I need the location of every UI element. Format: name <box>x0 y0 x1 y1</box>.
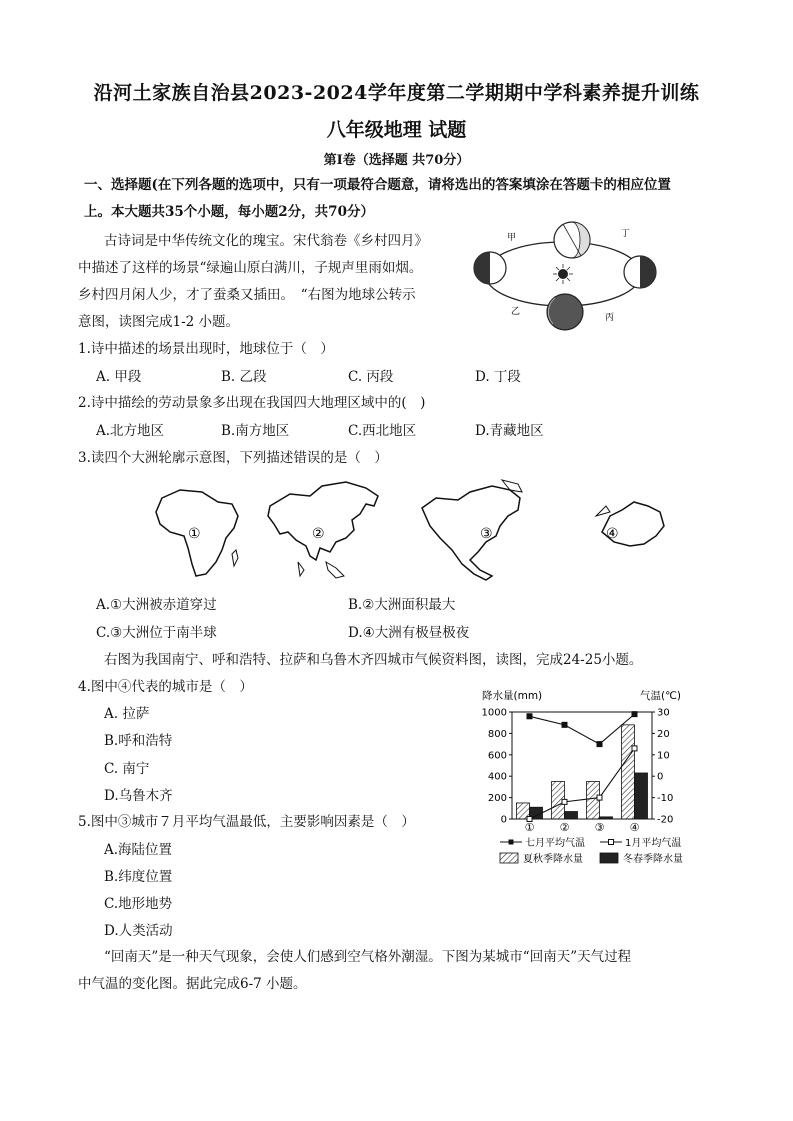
question-2-option-c: C.西北地区 <box>348 423 417 439</box>
bar-winter-spring-precip <box>565 812 578 819</box>
passage3-line-2: 中气温的变化图。据此完成6-7 小题。 <box>78 976 307 992</box>
earth-top-icon <box>554 222 590 258</box>
question-2-option-d: D.青藏地区 <box>475 423 544 439</box>
chart-ylabel-right: 气温(℃) <box>640 690 681 702</box>
point-january-temp <box>527 817 532 822</box>
line-january-temp <box>530 748 635 819</box>
question-4-option-a: A. 拉萨 <box>104 706 150 722</box>
point-july-temp <box>632 712 637 717</box>
question-4-option-c: C. 南宁 <box>104 761 150 777</box>
question-1-stem: 1.诗中描述的场景出现时，地球位于（ ） <box>78 341 334 357</box>
bar-winter-spring-precip <box>635 773 648 819</box>
legend-january-marker <box>609 840 614 845</box>
question-5-option-b: B.纬度位置 <box>104 869 173 885</box>
question-3-stem: 3.读四个大洲轮廓示意图，下列描述错误的是（ ） <box>78 450 388 466</box>
question-3-option-b: B.②大洲面积最大 <box>348 597 456 613</box>
question-3-option-c: C.③大洲位于南半球 <box>96 625 217 641</box>
passage1-line-1: 古诗词是中华传统文化的瑰宝。宋代翁卷《乡村四月》 <box>104 233 428 249</box>
continent-label-3: ③ <box>480 526 493 542</box>
line-july-temp <box>530 714 635 744</box>
question-3-option-d: D.④大洲有极昼极夜 <box>348 625 470 641</box>
question-3-option-a: A.①大洲被赤道穿过 <box>96 597 217 613</box>
point-january-temp <box>562 799 567 804</box>
x-tick-label: ① <box>524 821 535 834</box>
question-1-option-b: B. 乙段 <box>221 369 267 385</box>
x-tick-label: ③ <box>594 821 605 834</box>
bar-summer-autumn-precip <box>622 725 635 819</box>
legend-winter-swatch <box>600 853 618 863</box>
x-tick-label: ④ <box>629 821 640 834</box>
instructions-line-1: 一、选择题(在下列各题的选项中，只有一项最符合题意，请将选出的答案填涂在答题卡的相应位置 <box>84 177 671 193</box>
continent-outlines <box>140 476 720 588</box>
y-right-tick-label: 10 <box>657 750 670 762</box>
legend-winter-label: 冬春季降水量 <box>623 854 683 865</box>
continent-label-4: ④ <box>606 526 619 542</box>
passage1-line-2: 中描述了这样的场景“绿遍山原白满川，子规声里雨如烟。 <box>78 260 423 276</box>
question-4-option-b: B.呼和浩特 <box>104 733 173 749</box>
question-5-option-c: C.地形地势 <box>104 896 173 912</box>
y-left-tick-label: 0 <box>500 814 507 826</box>
question-5-option-d: D.人类活动 <box>104 923 173 939</box>
question-5-stem: 5.图中③城市７月平均气温最低，主要影响因素是（ ） <box>78 814 415 830</box>
earth-orbit-diagram <box>465 216 665 336</box>
exam-subtitle: 八年级地理 试题 <box>326 119 467 141</box>
passage2-text: 右图为我国南宁、呼和浩特、拉萨和乌鲁木齐四城市气候资料图，读图，完成24-25小题。 <box>104 652 643 668</box>
legend-january-label: 1月平均气温 <box>625 838 682 849</box>
orbit-label-ding: 丁 <box>621 229 631 239</box>
y-right-tick-label: 30 <box>657 707 670 719</box>
antarctica-outline-icon <box>596 502 664 546</box>
y-right-tick-label: -20 <box>657 814 674 826</box>
north-america-outline-icon <box>422 480 522 580</box>
y-left-tick-label: 600 <box>487 750 507 762</box>
question-2-option-b: B.南方地区 <box>221 423 290 439</box>
africa-outline-icon <box>156 490 238 576</box>
orbit-label-bing: 丙 <box>605 313 615 323</box>
point-july-temp <box>597 742 602 747</box>
section-heading: 第Ⅰ卷（选择题 共70分） <box>323 153 470 168</box>
legend-summer-label: 夏秋季降水量 <box>523 854 583 865</box>
orbit-label-yi: 乙 <box>511 307 521 317</box>
question-5-option-a: A.海陆位置 <box>104 842 173 858</box>
y-left-tick-label: 800 <box>487 728 507 740</box>
point-july-temp <box>562 722 567 727</box>
y-left-tick-label: 1000 <box>481 707 507 719</box>
question-1-option-c: C. 丙段 <box>348 369 394 385</box>
passage3-line-1: “回南天”是一种天气现象，会使人们感到空气格外潮湿。下图为某城市“回南天”天气过程 <box>104 949 632 965</box>
y-right-tick-label: 0 <box>657 771 664 783</box>
asia-outline-icon <box>268 482 378 578</box>
sun-icon <box>558 269 568 279</box>
climate-chart <box>470 686 710 871</box>
passage1-line-4: 意图，读图完成1-2 小题。 <box>78 314 240 330</box>
y-right-tick-label: -10 <box>657 793 674 805</box>
point-january-temp <box>632 746 637 751</box>
legend-summer-swatch <box>500 853 518 863</box>
continent-label-1: ① <box>188 526 201 542</box>
earth-left-icon <box>474 252 506 284</box>
question-2-option-a: A.北方地区 <box>96 423 165 439</box>
orbit-label-jia: 甲 <box>507 233 517 243</box>
y-left-tick-label: 400 <box>487 771 507 783</box>
continent-label-2: ② <box>312 526 325 542</box>
earth-right-icon <box>624 256 656 288</box>
question-4-option-d: D.乌鲁木齐 <box>104 788 173 804</box>
question-4-stem: 4.图中④代表的城市是（ ） <box>78 679 253 695</box>
y-left-tick-label: 200 <box>487 793 507 805</box>
y-right-tick-label: 20 <box>657 728 670 740</box>
earth-bottom-icon <box>547 294 583 330</box>
point-january-temp <box>597 795 602 800</box>
x-tick-label: ② <box>559 821 570 834</box>
passage1-line-3: 乡村四月闲人少，才了蚕桑又插田。 “右图为地球公转示 <box>78 287 416 303</box>
chart-ylabel-left: 降水量(mm) <box>482 690 543 702</box>
instructions-line-2: 上。本大题共35个小题，每小题2分，共70分） <box>84 204 374 220</box>
exam-title: 沿河土家族自治县2023-2024学年度第二学期期中学科素养提升训练 <box>93 82 700 104</box>
question-1-option-d: D. 丁段 <box>475 369 521 385</box>
question-1-option-a: A. 甲段 <box>96 369 142 385</box>
legend-july-marker <box>509 840 514 845</box>
question-2-stem: 2.诗中描绘的劳动景象多出现在我国四大地理区域中的( ) <box>78 395 426 411</box>
point-july-temp <box>527 714 532 719</box>
legend-july-label: 七月平均气温 <box>525 838 585 849</box>
bar-winter-spring-precip <box>600 817 613 819</box>
